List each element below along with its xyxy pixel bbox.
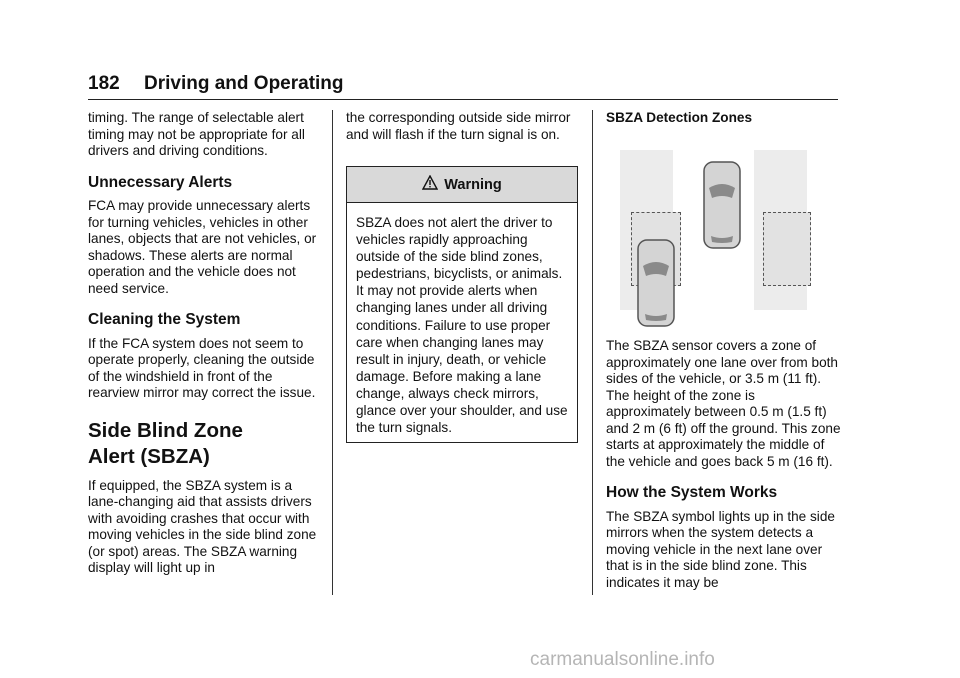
sbza-paragraph: If equipped, the SBZA system is a lane-changing aid that assists drivers with avoiding crashes that occur with moving vehicles in the side blind zone (or spot) areas. The SBZA warning display will light up in [88,477,317,575]
section-title: Driving and Operating [144,73,344,94]
how-system-works-heading: How the System Works [606,484,778,501]
blind-zone-vehicle-icon [636,238,676,328]
warning-box [346,166,578,443]
cleaning-heading: Cleaning the System [88,311,241,328]
figure-title: SBZA Detection Zones [606,110,753,125]
column-2 [346,110,580,143]
watermark: carmanualsonline.info [530,649,715,670]
cleaning-paragraph: If the FCA system does not seem to operate properly, cleaning the outside of the windshield in front of the rearview mirror may correct the issue. [88,335,316,400]
sensor-paragraph: The SBZA sensor covers a zone of approximately one lane over from both sides of the vehicle, or 3.5 m (11 ft). The height of the zone is approximately between 0.5 m (1.5 ft) and 2 m (6 ft) off the ground. This zone starts at approximately the middle of the vehicle and goes back 5 m (16 ft). [606,338,841,469]
warning-body: SBZA does not alert the driver to vehicles rapidly approaching outside of the side blind zones, pedestrians, bicyclists, or animals. It may not provide alerts when changing lanes under all driving conditions. Failure to use proper care when changing lanes may result in injury, death, or vehicle damage. Before making a lane change, always check mirrors, glance over your shoulder, and use the turn signals. [356,215,568,436]
how-system-works-paragraph: The SBZA symbol lights up in the side mirrors when the system detects a moving vehicle in the next lane over that is in the side blind zone. This indicates it may be [606,508,835,590]
warning-header [347,167,577,203]
header-rule [88,99,838,100]
column-1 [88,110,324,577]
sbza-heading-line2: Alert (SBZA) [88,444,210,468]
column-divider-1 [332,110,333,595]
page-header [88,70,838,100]
page-number: 182 [88,73,120,94]
intro-paragraph: timing. The range of selectable alert timing may not be appropriate for all drivers and driving conditions. [88,110,305,158]
warning-title: Warning [444,176,502,193]
column-3 [606,110,840,127]
sbza-heading-line1: Side Blind Zone [88,418,243,442]
warning-triangle-icon [422,175,438,195]
sbza-heading [88,418,324,470]
right-detection-zone [763,212,811,286]
column-3-text [606,338,842,591]
host-vehicle-icon [702,160,742,250]
column-divider-2 [592,110,593,595]
sbza-detection-zones-figure [620,150,822,312]
continuation-paragraph: the corresponding outside side mirror and will flash if the turn signal is on. [346,110,571,142]
unnecessary-alerts-paragraph: FCA may provide unnecessary alerts for turning vehicles, vehicles in other lanes, objects that are not vehicles, or shadows. These alerts are normal operation and the vehicle does not need service. [88,198,317,296]
unnecessary-alerts-heading: Unnecessary Alerts [88,173,233,191]
